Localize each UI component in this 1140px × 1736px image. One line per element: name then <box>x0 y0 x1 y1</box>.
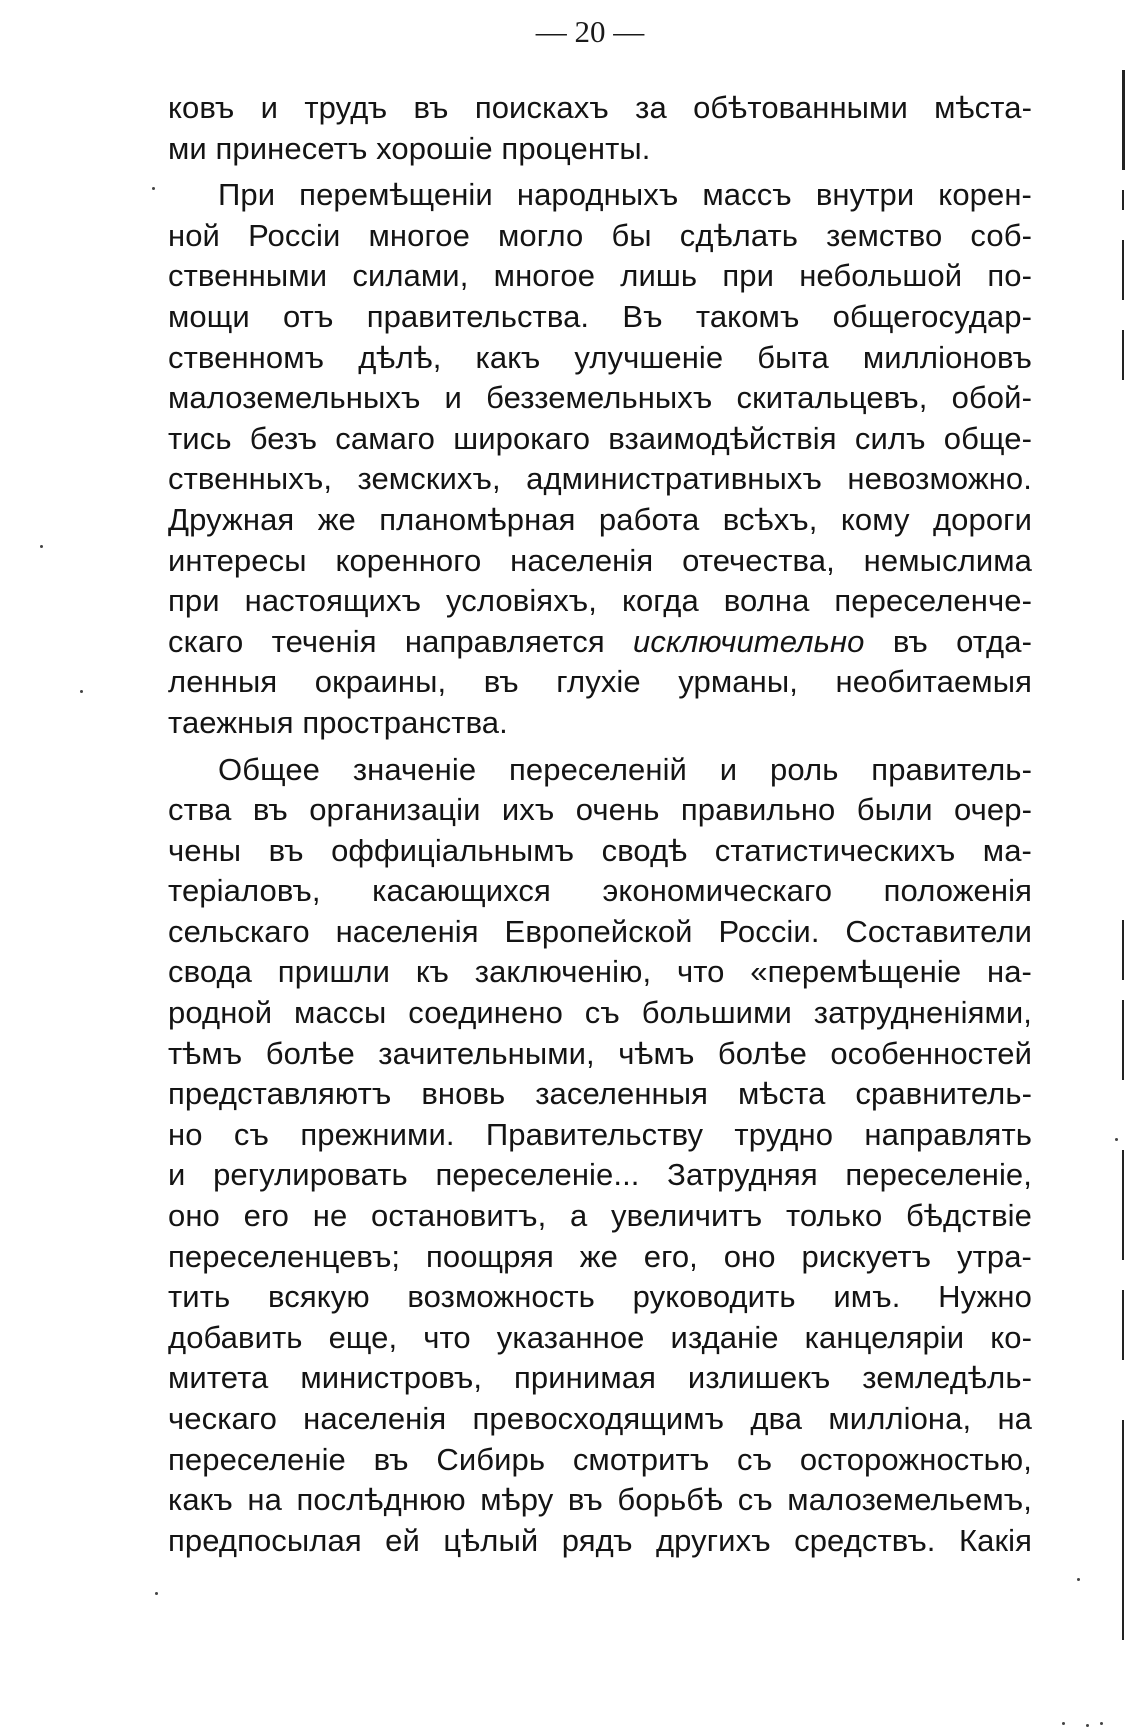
text-line: и регулировать переселеніе... Затрудняя переселеніе, <box>168 1157 1032 1193</box>
scan-speck <box>1062 1722 1065 1725</box>
emphasized-word: исключительно <box>633 623 865 659</box>
text-line: тить всякую возможность руководить имъ. Нужно <box>168 1279 1032 1315</box>
text-line: малоземельныхъ и безземельныхъ скитальцевъ, обой- <box>168 380 1032 416</box>
text-line: ства въ организаціи ихъ очень правильно были очер- <box>168 792 1032 828</box>
text-line: ковъ и трудъ въ поискахъ за обѣтованными мѣста- <box>168 90 1032 125</box>
page-edge-shadow <box>1122 1420 1124 1640</box>
text-line: мощи отъ правительства. Въ такомъ общегосудар- <box>168 298 1032 334</box>
page-edge-shadow <box>1122 330 1124 380</box>
text-line: переселеніе въ Сибирь смотритъ съ осторожностью, <box>168 1441 1032 1477</box>
page-number: — 20 — <box>535 14 645 49</box>
text-line: оно его не остановитъ, а увеличитъ только бѣдствіе <box>168 1198 1032 1234</box>
text-segment: скаго теченія направляется <box>168 623 605 659</box>
text-line: митета министровъ, принимая излишекъ земледѣль- <box>168 1360 1032 1396</box>
text-line: теріаловъ, касающихся экономическаго положенія <box>168 873 1032 909</box>
text-line: но съ прежними. Правительству трудно направлять <box>168 1116 1032 1152</box>
scan-speck <box>80 690 83 693</box>
page-edge-shadow <box>1122 1150 1124 1260</box>
scan-speck <box>152 187 155 190</box>
text-line: какъ на послѣднюю мѣру въ борьбѣ съ малоземельемъ, <box>168 1482 1032 1518</box>
scan-speck <box>1100 1722 1103 1725</box>
scan-speck <box>155 1592 158 1595</box>
text-line: Дружная же планомѣрная работа всѣхъ, кому дороги <box>168 501 1032 537</box>
paragraph-first-line: Общее значеніе переселеній и роль правитель- <box>218 751 1032 787</box>
page-edge-shadow <box>1122 190 1124 210</box>
text-line: предпосылая ей цѣлый рядъ другихъ средствъ. Какія <box>168 1522 1032 1558</box>
text-line: интересы коренного населенія отечества, немыслима <box>168 542 1032 578</box>
text-line: родной массы соединено съ большими затрудненіями, <box>168 995 1032 1031</box>
text-line: чены въ оффиціальнымъ сводѣ статистическихъ ма- <box>168 832 1032 868</box>
scan-speck <box>1086 1724 1089 1727</box>
text-line: сельскаго населенія Европейской Россіи. Составители <box>168 913 1032 949</box>
text-line: ной Россіи многое могло бы сдѣлать земство соб- <box>168 217 1032 253</box>
text-segment: въ отда- <box>892 623 1033 659</box>
text-line: ственныхъ, земскихъ, административныхъ невозможно. <box>168 461 1032 497</box>
page-edge-shadow <box>1122 920 1124 980</box>
text-line: ческаго населенія превосходящимъ два милліона, на <box>168 1401 1032 1436</box>
text-line: переселенцевъ; поощряя же его, оно рискуетъ утра- <box>168 1238 1032 1274</box>
text-line: добавить еще, что указанное изданіе канцеляріи ко- <box>168 1319 1032 1355</box>
paragraph-first-line: При перемѣщеніи народныхъ массъ внутри корен- <box>218 177 1032 213</box>
text-line: ственномъ дѣлѣ, какъ улучшеніе быта милліоновъ <box>168 339 1032 375</box>
scan-speck <box>1077 1578 1080 1581</box>
text-line: представляютъ вновь заселенныя мѣста сравнитель- <box>168 1076 1032 1112</box>
text-line: свода пришли къ заключенію, что «перемѣщеніе на- <box>168 954 1032 990</box>
scan-speck <box>1115 1138 1118 1141</box>
text-line-with-emphasis <box>168 622 1032 663</box>
text-line: тѣмъ болѣе зачительными, чѣмъ болѣе особенностей <box>168 1035 1032 1071</box>
scan-speck <box>40 545 43 548</box>
text-line: таежныя пространства. <box>168 704 508 740</box>
page-edge-shadow <box>1122 70 1125 170</box>
text-line: ми принесетъ хорошіе проценты. <box>168 130 651 166</box>
text-line: тись безъ самаго широкаго взаимодѣйствія силъ обще- <box>168 420 1032 456</box>
text-line: ственными силами, многое лишь при небольшой по- <box>168 258 1032 294</box>
page-edge-shadow <box>1122 240 1124 300</box>
text-line: ленныя окраины, въ глухіе урманы, необитаемыя <box>168 664 1032 700</box>
page-edge-shadow <box>1122 1000 1124 1080</box>
page-edge-shadow <box>1122 1290 1124 1360</box>
body-text <box>168 88 1032 1561</box>
text-line: при настоящихъ условіяхъ, когда волна переселенче- <box>168 583 1032 619</box>
